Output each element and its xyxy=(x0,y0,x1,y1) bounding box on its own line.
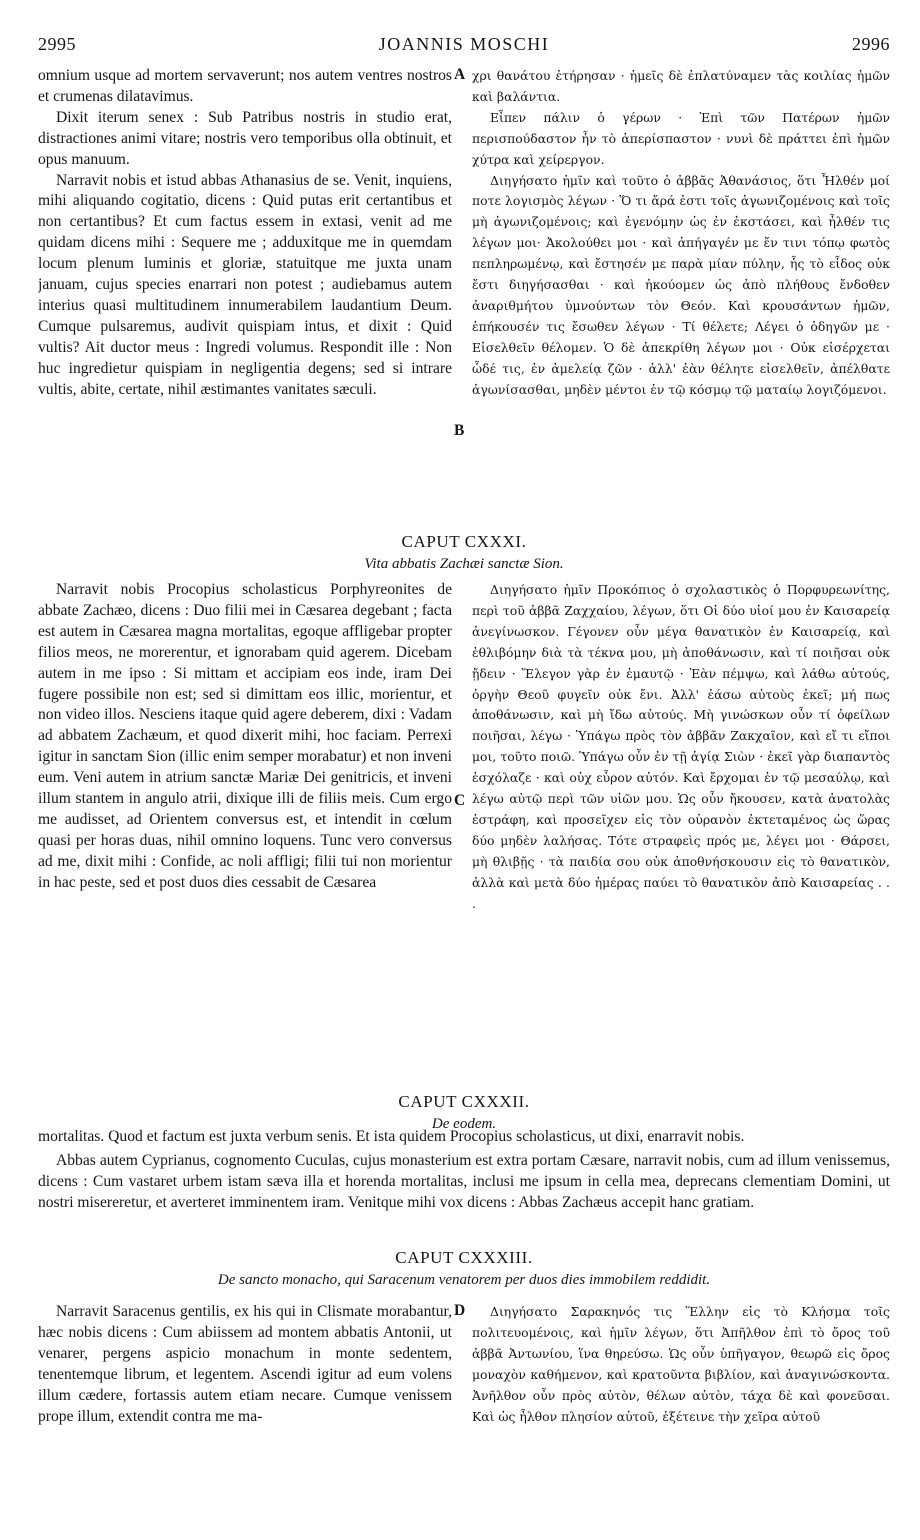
latin-paragraph: Dixit iterum senex : Sub Patribus nostris in studio erat, distractiones animi vitare; nostris vero temporibus olla obtinuit, et opus manuum. xyxy=(38,108,452,168)
latin-paragraph: Narravit Saracenus gentilis, ex his qui in Clismate morabantur, hæc nobis dicens : Cum abiissem ad montem abbatis Antonii, ut venarer, pergens aspicio monachum in monte sedentem, tenentemque librum, et legentem. Ascendi igitur ad eum volens illum cædere, fortassis autem etiam necare. Cumque venissem prope illum, extendit contra me ma- xyxy=(38,1303,452,1425)
greek-paragraph: Διηγήσατο ἡμῖν καὶ τοῦτο ὁ ἀββᾶς Ἀθανάσιος, ὅτι Ἦλθέν μοί ποτε λογισμὸς λέγων · Ὅ τι ἄρά ἐστι τοῖς ἀγωνιζομένοις καὶ τοῖς μὴ ἀγωνιζομένοις; καὶ ἐγενόμην ὡς ἐν ἐκστάσει, καὶ ἦλθέν τις λέγων μοι· Ἀκολούθει μοι · καὶ ἀπήγαγέν με ἔν τινι τόπῳ φωτὸς πεπληρωμένῳ, καὶ ἔστησέν με παρὰ μίαν πύλην, ἧς τὸ εἶδος οὐκ ἔστι διηγήσασθαι · καὶ ἠκούομεν ὡς ἀπὸ πλήθους ἔνδοθεν ἀναριθμήτου ὑμνούντων τὸν Θεόν. Καὶ κρουσάντων ἡμῶν, ἐπήκουσέν τις ἔσωθεν λέγων · Τί θέλετε; Λέγει ὁ ὁδηγῶν με · Εἰσελθεῖν θέλομεν. Ὁ δὲ ἀπεκρίθη λέγων μοι · Οὐκ εἰσέρχεται ὧδέ τις, ἐν ἀμελείᾳ ζῶν · ἀλλ' ἐὰν θέλητε εἰσελθεῖν, ἀπέλθατε ἀγωνίσασθαι, μηδὲν μέντοι ἐν τῷ κόσμῳ τῷ ματαίῳ λογιζόμενοι. xyxy=(472,172,890,397)
latin-paragraph: Narravit nobis et istud abbas Athanasius de se. Venit, inquiens, mihi aliquando cogitatio, dicens : Quid putas erit certantibus et non certantibus? Et cum factus essem in extasi, venit ad me quidam dicens mihi : Sequere me ; adduxitque me in quemdam locum plenum luminis et gloriæ, statuitque me juxta unam januam, cujus species enarrari non potest ; audiebamus autem interius quasi multitudinem innumerabilem laudantium Deum. Cumque pulsaremus, audivit quispiam intus, et dixit : Quid vultis? Ait ductor meus : Ingredi volumus. Respondit ille : Non huc ingredietur quispiam in negligentia degens; sed si intrare vultis, abite, certate, nihil æstimantes vanitates sæculi. xyxy=(38,171,452,398)
greek-column xyxy=(472,1302,890,1532)
top-section xyxy=(38,66,890,514)
chapter-heading-133 xyxy=(38,1248,890,1289)
margin-letter-d: D xyxy=(454,1302,466,1319)
greek-paragraph: χρι θανάτου ἐτήρησαν · ἡμεῖς δὲ ἐπλατύναμεν τὰς κοιλίας ἡμῶν καὶ βαλάντια. xyxy=(472,68,890,104)
chapter-132-body xyxy=(38,1150,890,1213)
latin-paragraph: Abbas autem Cyprianus, cognomento Cuculas, cujus monasterium est extra portam Cæsare, narravit nobis, cum ad illum venissemus, dicens : Cum vastaret urbem istam sæva illa et horenda mortalitas, inclusi me ipsum in cella mea, deprecans clementiam Domini, ut nostri misereretur, et averteret imminentem iram. Venitque mihi vox dicens : Abbas Zachæus accepit hanc gratiam. xyxy=(38,1152,890,1211)
running-title: JOANNIS MOSCHI xyxy=(378,34,550,54)
chapter-title: CAPUT CXXXII. xyxy=(398,1092,530,1111)
greek-column xyxy=(472,66,890,514)
margin-letter-c: C xyxy=(454,792,466,809)
latin-paragraph: Narravit nobis Procopius scholasticus Porphyreonites de abbate Zachæo, dicens : Duo filii mei in Cæsarea degebant ; facta est autem in Cæsarea magna mortalitas, egoque affligebar propter filios meos, ne morerentur, et ignorabam quid agerem. Dicebam autem in me ipso : Si mittam et accipiam eos inde, iram Dei fugere possibile non est; sed si dimittam eos illic, morientur, et non video illos. Nesciens itaque quid agere deberem, dixi : Vadam ad abbatem Zachæum, et quod dixerit mihi, hoc faciam. Perrexi igitur in sanctam Sion (illic enim semper morabatur) et non inveni eum. Veni autem in atrium sanctæ Mariæ Dei genitricis, et inveni illum stantem in angulo atrii, dixique illi de filiis meis. Cum ergo me audisset, ad Orientem conversus est, et intendit in cœlum quasi per horas duas, nihil omnino loquens. Tunc vero conversus ad me, dixit mihi : Confide, ac noli affligi; filii tui non morientur in hac peste, sed et post duos dies cessabit de Cæsarea xyxy=(38,581,452,891)
latin-column xyxy=(38,1302,452,1532)
margin-letter-b: B xyxy=(454,422,465,439)
greek-paragraph: Διηγήσατο ἡμῖν Προκόπιος ὁ σχολαστικὸς ὁ Πορφυρεωνίτης, περὶ τοῦ ἀββᾶ Ζαχχαίου, λέγων, ὅτι Οἱ δύο υἱοί μου ἐν Καισαρείᾳ ἀνεγίνωσκον. Γέγονεν οὖν μέγα θανατικὸν ἐν Καισαρείᾳ, καὶ ἐθλιβόμην διὰ τὰ τέκνα μου, μὴ ἀποθάνωσιν, καὶ τί ποιῆσαι οὐκ ᾔδειν · Ἔλεγον γὰρ ἐν ἐμαυτῷ · Ἐὰν πέμψω, καὶ λάθω αὐτούς, ὀργὴν Θεοῦ φυγεῖν οὐκ ἔνι. Ἀλλ' ἐάσω αὐτοὺς ἐκεῖ; μή πως ἀποθάνωσιν, καὶ μὴ ἴδω αὐτούς. Μὴ γινώσκων οὖν τί ὀφείλων ποιῆσαι, λέγω · Ὑπάγω πρὸς τὸν ἀββᾶν Ζακχαῖον, καὶ εἴ τι εἴποι μοι, τοῦτο ποιῶ. Ὑπάγω οὖν ἐν τῇ ἁγίᾳ Σιὼν · ἐκεῖ γὰρ διαπαντὸς ἐσχόλαζε · καὶ οὐχ εὗρον αὐτόν. Καὶ ἔρχομαι ἐν τῷ μεσαύλῳ, καὶ λέγω αὐτῷ περὶ τῶν υἱῶν μου. Ὡς οὖν ἤκουσεν, κατὰ ἀνατολὰς ἐστράφη, καὶ προσεῖχεν εἰς τὸν οὐρανὸν ἐκτεταμένος ὡς ὥρας δύο μηδὲν λαλήσας. Τότε στραφεὶς πρός με, λέγει μοι · Θάρσει, μὴ θλιβῇς · τὰ παιδία σου οὐκ ἀποθνήσκουσιν εἰς τὸ θανατικὸν, ἀλλὰ καὶ μετὰ δύο ἡμέρας παύει τὸ θανατικὸν ἀπὸ Καισαρείας . . . xyxy=(472,582,890,911)
greek-column xyxy=(472,580,890,1130)
chapter-131-body xyxy=(38,580,890,1130)
latin-continuation: mortalitas. Quod et factum est juxta verbum senis. Et ista quidem Procopius scholasticus, ut dixi, enarravit nobis. xyxy=(38,1128,745,1145)
running-header xyxy=(38,34,890,60)
latin-column xyxy=(38,580,452,1130)
chapter-133-body xyxy=(38,1302,890,1532)
chapter-subtitle: De sancto monacho, qui Saracenum venatorem per duos dies immobilem reddidit. xyxy=(217,1272,711,1288)
page-number-right: 2996 xyxy=(852,34,890,54)
chapter-subtitle: De eodem. xyxy=(431,1116,497,1132)
latin-paragraph: omnium usque ad mortem servaverunt; nos autem ventres nostros et crumenas dilatavimus. xyxy=(38,67,452,105)
chapter-title: CAPUT CXXXIII. xyxy=(395,1248,533,1267)
chapter-heading-132 xyxy=(38,1092,890,1133)
latin-column xyxy=(38,66,452,514)
greek-paragraph: Διηγήσατο Σαρακηνός τις Ἕλλην εἰς τὸ Κλήσμα τοῖς πολιτευομένοις, καὶ ἡμῖν λέγων, ὅτι Ἀπῆλθον ἐπὶ τὸ ὄρος τοῦ ἀββᾶ Ἀντωνίου, ἵνα θηρεύσω. Ὡς οὖν ὑπῆγαγον, θεωρῶ εἰς ὄρος μοναχὸν καθήμενον, καὶ κρατοῦντα βιβλίον, καὶ ἀναγινώσκοντα. Ἀνῆλθον οὖν πρὸς αὐτὸν, θέλων αὐτὸν, τάχα δὲ καὶ φονεῦσαι. Καὶ ὡς ἦλθον πλησίον αὐτοῦ, ἐξέτεινε τὴν χεῖρα αὐτοῦ xyxy=(472,1304,890,1424)
margin-letter-a: A xyxy=(454,66,466,83)
chapter-title: CAPUT CXXXI. xyxy=(401,532,527,551)
greek-paragraph: Εἶπεν πάλιν ὁ γέρων · Ἐπὶ τῶν Πατέρων ἡμῶν περισπούδαστον ἦν τὸ ἀπερίσπαστον · νυνὶ δὲ πράττει ἐπὶ ἡμῶν χύτρα καὶ χείρεργον. xyxy=(472,109,890,167)
page-number-left: 2995 xyxy=(38,34,76,54)
chapter-heading-131 xyxy=(38,532,890,573)
chapter-subtitle: Vita abbatis Zachæi sanctæ Sion. xyxy=(364,556,564,572)
